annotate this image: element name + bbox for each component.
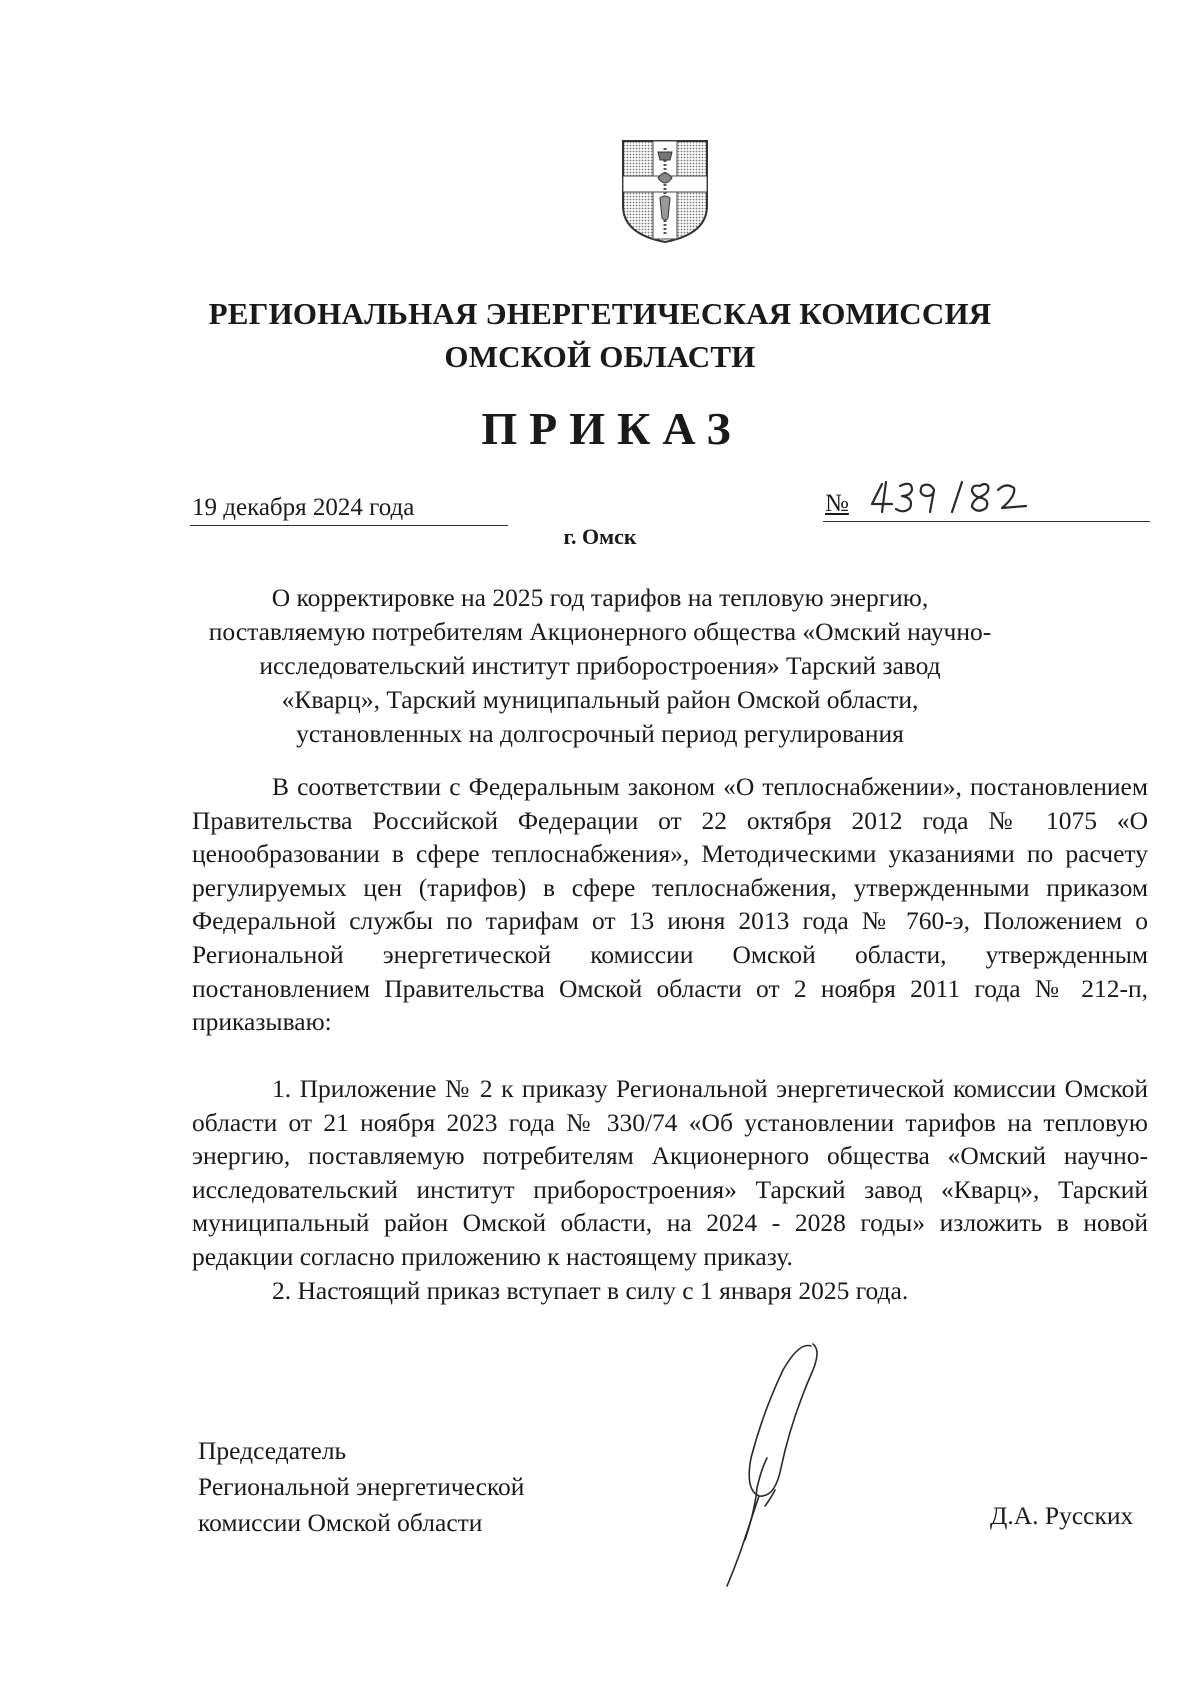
position-line: Региональной энергетической <box>198 1472 525 1501</box>
handwritten-document-number <box>868 478 1038 518</box>
signer-name: Д.А. Русских <box>990 1501 1134 1530</box>
organization-name-line1: РЕГИОНАЛЬНАЯ ЭНЕРГЕТИЧЕСКАЯ КОМИССИЯ <box>208 296 992 331</box>
city: г. Омск <box>563 524 637 549</box>
organization-name-line2: ОМСКОЙ ОБЛАСТИ <box>444 339 756 374</box>
order-item-1 <box>192 1072 1148 1274</box>
position-line: Председатель <box>198 1436 347 1465</box>
subject-line: исследовательский институт приборостроения» Тарский завод <box>259 651 941 680</box>
order-item-2-text: 2. Настоящий приказ вступает в силу с 1 января 2025 года. <box>272 1276 909 1305</box>
position-line: комиссии Омской области <box>198 1508 483 1537</box>
number-label: № <box>825 490 849 517</box>
document-date: 19 декабря 2024 года <box>192 494 415 521</box>
order-item-2 <box>192 1274 1148 1308</box>
order-item-1-text: 1. Приложение № 2 к приказу Региональной энергетической комиссии Омской области от 21 ноября 2023 года № 330/74 «Об установлении тарифов на тепловую энергию, поставляемую потребителям Акционерного общества «Омский научно-исследовательский институт приборостроения» Тарский завод «Кварц», Тарский муниципальный район Омской области, на 2024 - 2028 годы» изложить в новой редакции согласно приложению к настоящему приказу. <box>192 1074 1148 1271</box>
subject-line: «Кварц», Тарский муниципальный район Омской области, <box>281 685 919 714</box>
legal-basis-paragraph <box>192 770 1148 1039</box>
coat-of-arms-icon <box>620 138 710 245</box>
subject-line: установленных на долгосрочный период регулирования <box>296 719 904 748</box>
document-subject <box>0 581 1200 751</box>
number-underline <box>823 521 1150 522</box>
legal-basis-text: В соответствии с Федеральным законом «О теплоснабжении», постановлением Правительства Российской Федерации от 22 октября 2012 года № 1075 «О ценообразовании в сфере теплоснабжения», Методическими указаниями по расчету регулируемых цен (тарифов) в сфере теплоснабжения, утвержденными приказом Федеральной службы по тарифам от 13 июня 2013 года № 760-э, Положением о Региональной энергетической комиссии Омской области, утвержденным постановлением Правительства Омской области от 2 ноября 2011 года № 212-п, приказываю: <box>192 772 1148 1037</box>
subject-line: О корректировке на 2025 год тарифов на тепловую энергию, <box>271 583 929 612</box>
subject-line: поставляемую потребителям Акционерного общества «Омский научно- <box>208 617 992 646</box>
handwritten-signature <box>715 1340 835 1590</box>
document-title: ПРИКАЗ <box>481 403 743 454</box>
signatory-position <box>198 1433 524 1541</box>
